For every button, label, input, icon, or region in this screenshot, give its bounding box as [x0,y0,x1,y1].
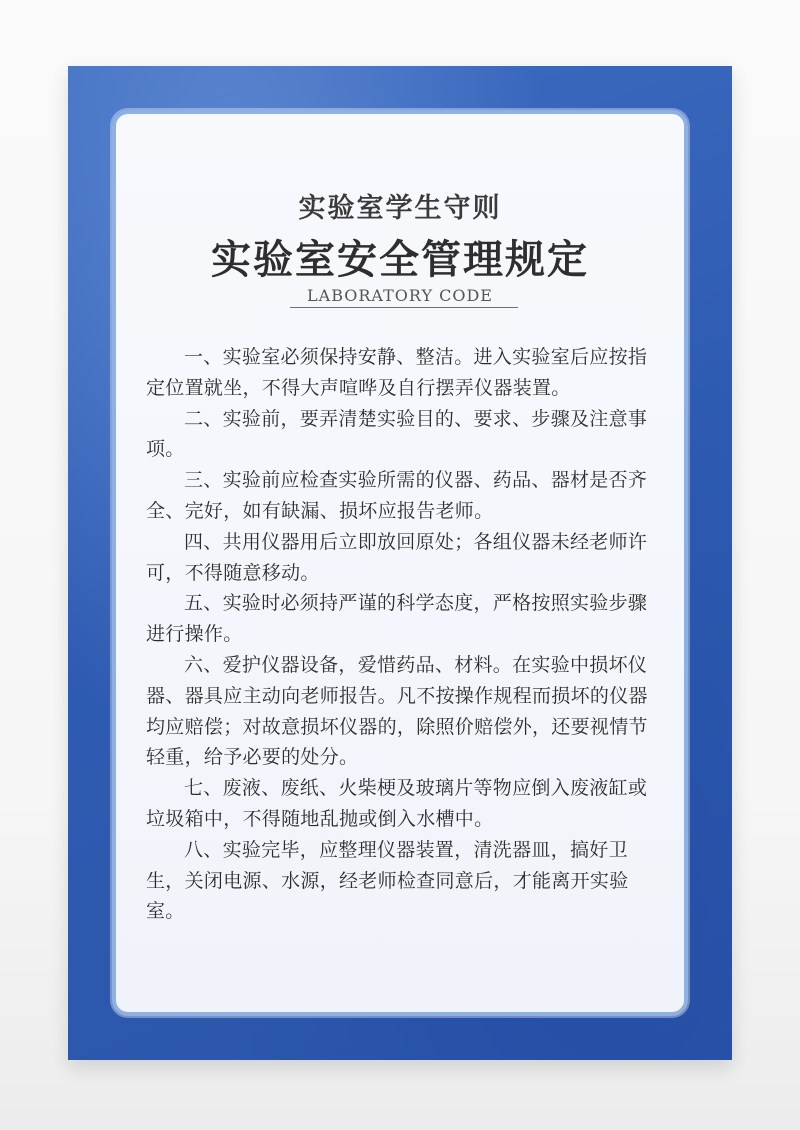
rule-item: 八、实验完毕，应整理仪器装置，清洗器皿，搞好卫生，关闭电源、水源，经老师检查同意后，才能离开实验室。 [146,838,629,923]
code-underline [290,307,518,308]
poster-title: 实验室安全管理规定 [211,236,589,283]
rule-item: 二、实验前，要弄清楚实验目的、要求、步骤及注意事项。 [146,407,648,461]
rule-item: 六、爱护仪器设备，爱惜药品、材料。在实验中损坏仪器、器具应主动向老师报告。凡不按操作规程而损坏的仪器均应赔偿；对故意损坏仪器的，除照价赔偿外，还要视情节轻重，给予必要的处分。 [146,653,648,769]
poster-subtitle: 实验室学生守则 [298,193,502,224]
rule-item: 三、实验前应检查实验所需的仪器、药品、器材是否齐全、完好，如有缺漏、损坏应报告老师。 [146,469,648,522]
poster [68,66,732,1060]
rule-item: 七、废液、废纸、火柴梗及玻璃片等物应倒入废液缸或垃圾箱中，不得随地乱抛或倒入水槽中。 [146,777,648,830]
rules-card [112,110,688,1016]
rules-list [146,342,666,927]
rule-item: 四、共用仪器用后立即放回原处；各组仪器未经老师许可，不得随意移动。 [146,530,648,584]
poster-code-label: LABORATORY CODE [307,286,493,305]
rule-item: 五、实验时必须持严谨的科学态度，严格按照实验步骤进行操作。 [146,592,648,646]
rule-item: 一、实验室必须保持安静、整洁。进入实验室后应按指定位置就坐，不得大声喧哗及自行摆弄仪器装置。 [146,346,648,399]
